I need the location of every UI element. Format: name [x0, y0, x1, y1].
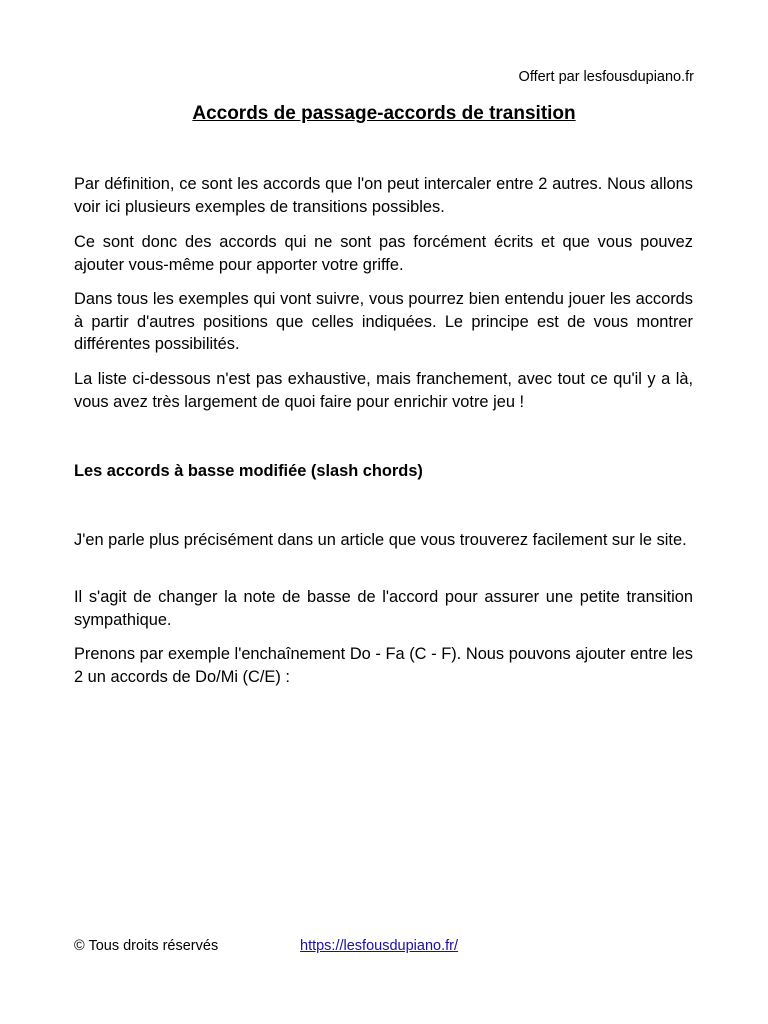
intro-paragraph: Par définition, ce sont les accords que l'on peut intercaler entre 2 autres. Nous allons voir ici plusieurs exemples de transitions possibles.	[74, 175, 693, 216]
section-paragraph: Prenons par exemple l'enchaînement Do - Fa (C - F). Nous pouvons ajouter entre les 2 un accords de Do/Mi (C/E) :	[74, 645, 693, 686]
document-title: Accords de passage-accords de transition	[192, 103, 576, 124]
intro-paragraph: Dans tous les exemples qui vont suivre, vous pourrez bien entendu jouer les accords à partir d'autres positions que celles indiquées. Le principe est de vous montrer différentes possibilités.	[74, 290, 693, 353]
copyright-notice: © Tous droits réservés	[74, 938, 219, 954]
section-paragraph-3-block	[74, 643, 693, 688]
section-paragraph-1-block	[74, 529, 693, 552]
intro-paragraph: Ce sont donc des accords qui ne sont pas forcément écrits et que vous pouvez ajouter vous-même pour apporter votre griffe.	[74, 233, 693, 274]
intro-paragraph-2-block	[74, 231, 693, 276]
intro-paragraph: La liste ci-dessous n'est pas exhaustive, mais franchement, avec tout ce qu'il y a là, vous avez très largement de quoi faire pour enrichir votre jeu !	[74, 370, 693, 411]
intro-paragraph-4-block	[74, 368, 693, 413]
section-paragraph: J'en parle plus précisément dans un article que vous trouverez facilement sur le site.	[74, 531, 687, 549]
site-link[interactable]: https://lesfousdupiano.fr/	[300, 938, 458, 954]
section-paragraph-2-block	[74, 586, 693, 631]
section-paragraph: Il s'agit de changer la note de basse de l'accord pour assurer une petite transition sympathique.	[74, 588, 693, 629]
offered-by-note: Offert par lesfousdupiano.fr	[518, 69, 694, 85]
intro-paragraph-3-block	[74, 288, 693, 356]
section-heading: Les accords à basse modifiée (slash chords)	[74, 462, 423, 480]
intro-paragraph-1-block	[74, 173, 693, 218]
